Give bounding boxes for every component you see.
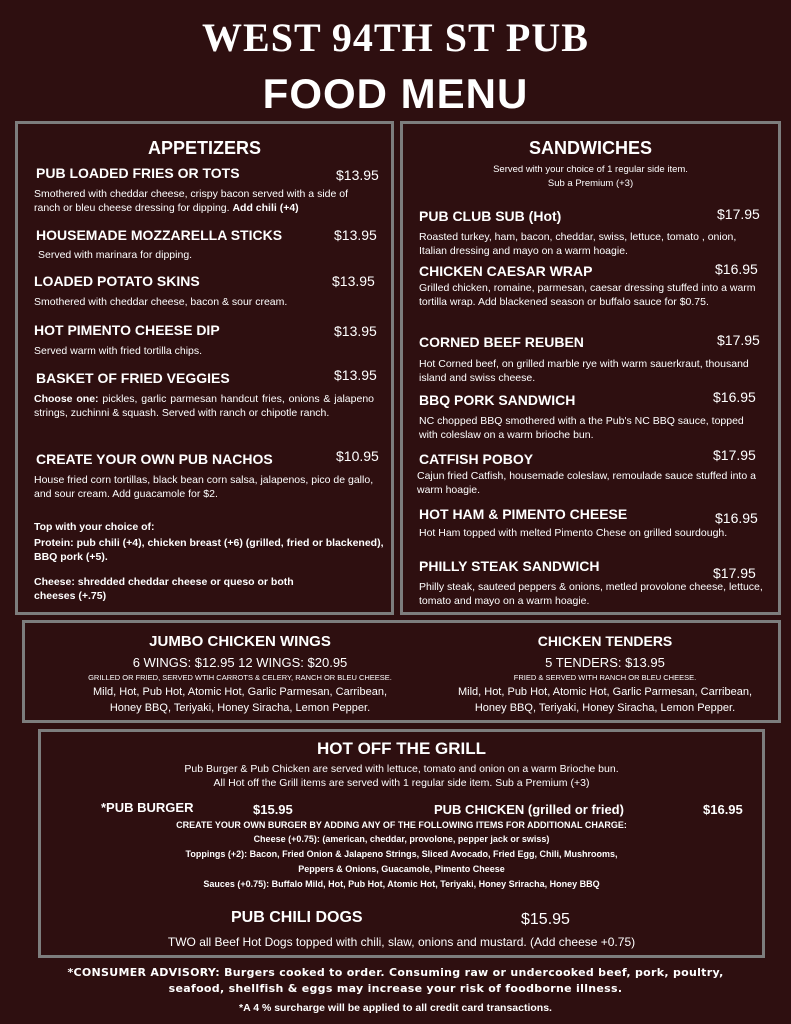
item-desc-text: Smothered with cheddar cheese, crispy bacon served with a side of ranch or bleu cheese dressing for dipping. — [34, 188, 349, 214]
chili-dogs-desc: TWO all Beef Hot Dogs topped with chili, slaw, onions and mustard. (Add cheese +0.75) — [167, 935, 636, 949]
item-desc: Philly steak, sauteed peppers & onions, metled provolone cheese, lettuce, tomato and mayo on a warm hoagie. — [419, 581, 763, 607]
cheese-options: Cheese: shredded cheddar cheese or queso or both cheeses (+.75) — [34, 576, 294, 602]
item-desc: Served with marinara for dipping. — [38, 249, 193, 261]
item-price: $13.95 — [334, 227, 377, 243]
chili-dogs-price: $15.95 — [521, 911, 570, 928]
item-price: $13.95 — [336, 167, 379, 183]
grill-desc: Pub Burger & Pub Chicken are served with lettuce, tomato and onion on a warm Brioche bun. — [184, 763, 619, 775]
toppings-addons: Toppings (+2): Bacon, Fried Onion & Jalapeno Strings, Sliced Avocado, Fried Egg, Chili, Mushrooms, — [185, 849, 618, 859]
item-price: $17.95 — [713, 565, 756, 581]
sauces-addons: Sauces (+0.75): Buffalo Mild, Hot, Pub Hot, Atomic Hot, Teriyaki, Honey Sriracha, Honey BBQ — [203, 879, 600, 889]
sandwiches-subtitle-premium: Sub a Premium (+3) — [547, 178, 634, 189]
wings-flavors-2: Honey BBQ, Teriyaki, Honey Siracha, Lemon Pepper. — [109, 702, 371, 714]
item-desc: Served warm with fried tortilla chips. — [34, 345, 203, 357]
item-name: CREATE YOUR OWN PUB NACHOS — [36, 451, 273, 467]
appetizers-title: APPETIZERS — [147, 138, 262, 158]
tenders-note: FRIED & SERVED WITH RANCH OR BLEU CHEESE. — [513, 673, 697, 682]
item-desc-lead: Choose one: — [34, 393, 99, 405]
item-name: HOT PIMENTO CHEESE DIP — [34, 322, 220, 338]
item-desc-text: pickles, garlic parmesan handcut fries, onions & jalapeno strings, zuchinni & squash. Served with ranch or chipotle ranch. — [34, 393, 374, 419]
grill-section — [38, 729, 765, 958]
grill-title: HOT OFF THE GRILL — [316, 739, 487, 758]
item-name: HOT HAM & PIMENTO CHEESE — [419, 506, 628, 522]
item-name: CATFISH POBOY — [419, 451, 534, 467]
item-price: $17.95 — [717, 206, 760, 222]
chicken-price: $16.95 — [703, 802, 743, 817]
sandwiches-subtitle: Served with your choice of 1 regular side item. — [493, 164, 688, 175]
tenders-title: CHICKEN TENDERS — [537, 633, 673, 649]
chicken-name: PUB CHICKEN (grilled or fried) — [434, 802, 624, 817]
sandwiches-title: SANDWICHES — [528, 138, 652, 158]
wings-prices: 6 WINGS: $12.95 12 WINGS: $20.95 — [132, 655, 348, 670]
sandwiches-section — [400, 121, 781, 615]
wings-tenders-section — [22, 620, 781, 723]
menu-title: FOOD MENU — [262, 70, 529, 117]
item-desc: Hot Corned beef, on grilled marble rye with warm sauerkraut, thousand island and swiss cheese. — [419, 358, 749, 384]
item-price: $13.95 — [334, 367, 377, 383]
item-name: BBQ PORK SANDWICH — [419, 392, 576, 408]
protein-options: Protein: pub chili (+4), chicken breast (+6) (grilled, fried or blackened), BBQ pork (+5). — [34, 537, 384, 563]
item-desc: Grilled chicken, romaine, parmesan, caesar dressing stuffed into a warm tortilla wrap. Add blackened season or buffalo sauce for $0.75. — [419, 282, 756, 308]
item-desc: Cajun fried Catfish, housemade coleslaw, remoulade sauce stuffed into a warm hoagie. — [417, 470, 756, 496]
item-name: HOUSEMADE MOZZARELLA STICKS — [36, 227, 283, 243]
tenders-flavors-2: Honey BBQ, Teriyaki, Honey Siracha, Lemon Pepper. — [474, 702, 736, 714]
wings-flavors: Mild, Hot, Pub Hot, Atomic Hot, Garlic Parmesan, Carribean, — [92, 686, 388, 698]
consumer-advisory: *CONSUMER ADVISORY: Burgers cooked to order. Consuming raw or undercooked beef, pork, poultry, — [67, 966, 724, 979]
wings-note: GRILLED OR FRIED, SERVED WTIH CARROTS & CELERY, RANCH OR BLEU CHEESE. — [88, 673, 392, 682]
item-price: $17.95 — [713, 447, 756, 463]
item-price: $16.95 — [715, 261, 758, 277]
toppings-heading: Top with your choice of: — [34, 521, 155, 533]
item-price: $13.95 — [334, 323, 377, 339]
item-name: CHICKEN CAESAR WRAP — [419, 263, 593, 279]
item-name: PUB CLUB SUB (Hot) — [419, 208, 562, 224]
item-name: PHILLY STEAK SANDWICH — [419, 558, 600, 574]
card-surcharge-note: *A 4 % surcharge will be applied to all credit card transactions. — [239, 1002, 552, 1014]
consumer-advisory-2: seafood, shellfish & eggs may increase your risk of foodborne illness. — [168, 982, 623, 995]
item-desc: Roasted turkey, ham, bacon, cheddar, swiss, lettuce, tomato , onion, Italian dressing and mayo on a warm hoagie. — [419, 231, 737, 257]
appetizers-section — [15, 121, 394, 615]
item-name: PUB LOADED FRIES OR TOTS — [36, 165, 240, 181]
item-price: $10.95 — [336, 448, 379, 464]
tenders-flavors: Mild, Hot, Pub Hot, Atomic Hot, Garlic Parmesan, Carribean, — [457, 686, 753, 698]
item-desc: House fried corn tortillas, black bean corn salsa, jalapenos, pico de gallo, and sour cream. Add guacamole for $2. — [34, 474, 374, 500]
grill-side-note: All Hot off the Grill items are served with 1 regular side item. Sub a Premium (+3) — [213, 777, 590, 789]
toppings-addons-2: Peppers & Onions, Guacamole, Pimento Cheese — [298, 864, 505, 874]
cheese-addons: Cheese (+0.75): (american, cheddar, provolone, pepper jack or swiss) — [253, 834, 550, 844]
item-desc: Hot Ham topped with melted Pimento Chese on grilled sourdough. — [419, 527, 728, 539]
item-desc-extra: Add chili (+4) — [232, 202, 299, 214]
burger-name: *PUB BURGER — [101, 800, 194, 815]
item-price: $16.95 — [713, 389, 756, 405]
item-name: CORNED BEEF REUBEN — [419, 334, 584, 350]
tenders-prices: 5 TENDERS: $13.95 — [545, 655, 665, 670]
item-price: $17.95 — [717, 332, 760, 348]
burger-price: $15.95 — [253, 802, 293, 817]
item-price: $13.95 — [332, 273, 375, 289]
item-desc — [34, 392, 374, 420]
item-desc — [34, 187, 374, 215]
chili-dogs-name: PUB CHILI DOGS — [231, 909, 363, 926]
item-name: BASKET OF FRIED VEGGIES — [36, 370, 230, 386]
item-name: LOADED POTATO SKINS — [34, 273, 200, 289]
pub-name: WEST 94TH ST PUB — [202, 15, 589, 60]
create-own-burger: CREATE YOUR OWN BURGER BY ADDING ANY OF THE FOLLOWING ITEMS FOR ADDITIONAL CHARGE: — [176, 820, 627, 830]
item-desc: NC chopped BBQ smothered with a the Pub's NC BBQ sauce, topped with coleslaw on a warm brioche bun. — [419, 415, 744, 441]
wings-title: JUMBO CHICKEN WINGS — [149, 633, 331, 650]
item-price: $16.95 — [715, 510, 758, 526]
item-desc: Smothered with cheddar cheese, bacon & sour cream. — [34, 296, 288, 308]
